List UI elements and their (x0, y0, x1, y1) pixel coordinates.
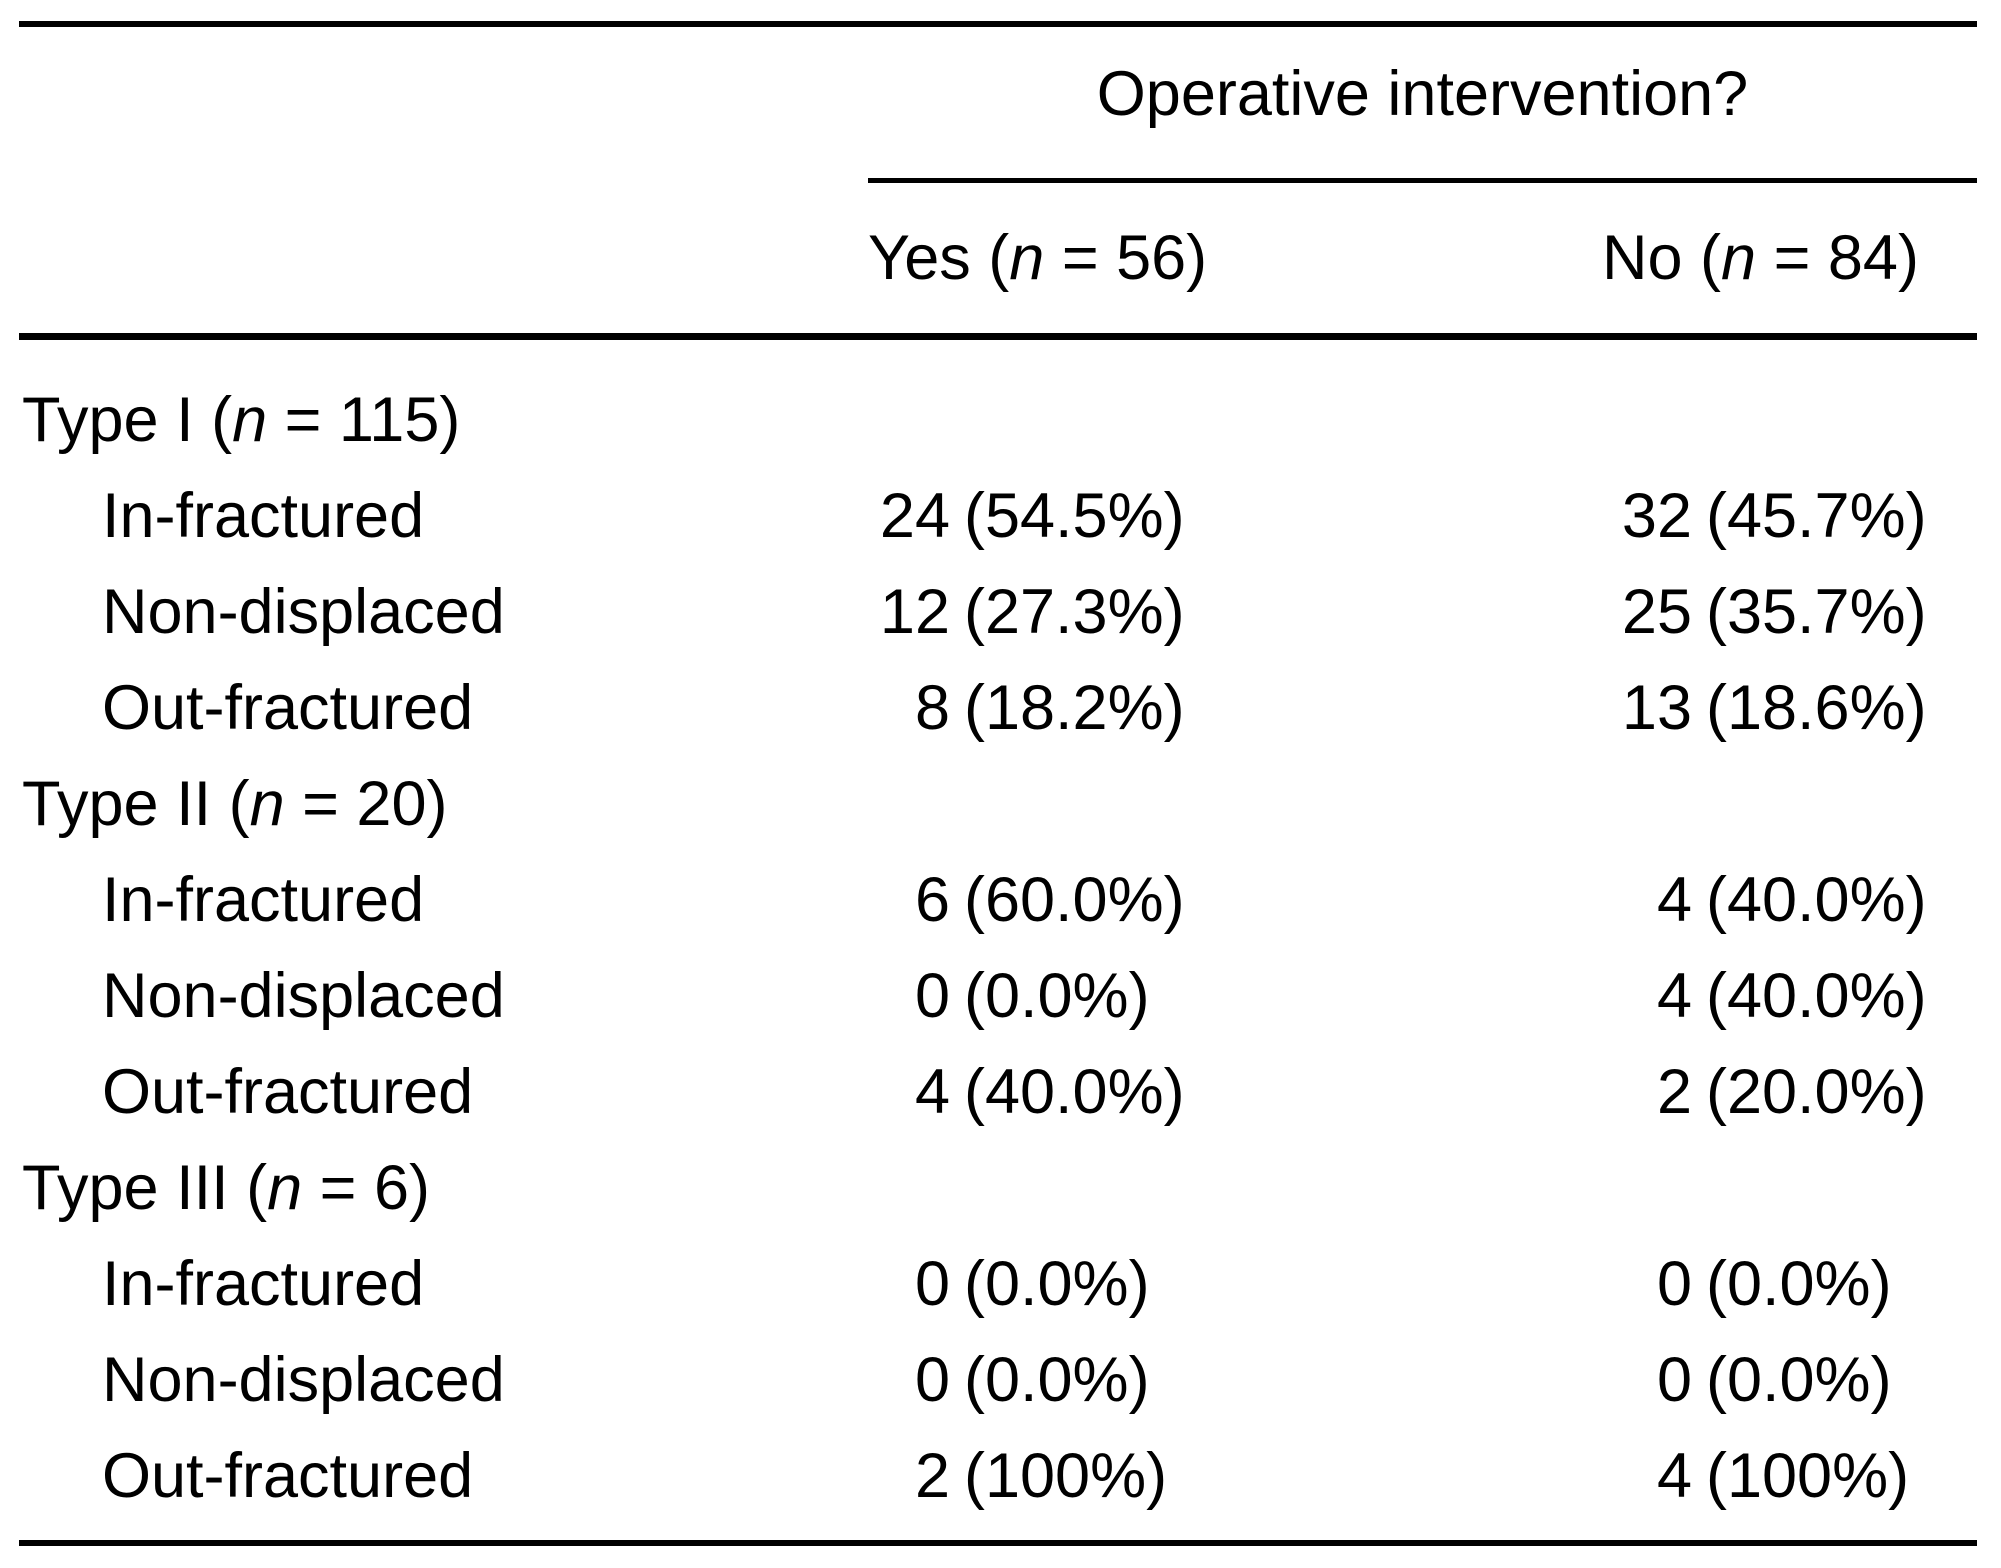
count-value: 4 (1656, 960, 1692, 1031)
spanner-rule (868, 178, 1977, 183)
row-label: In-fractured (102, 1248, 425, 1319)
column-header-no (1288, 222, 1977, 293)
table-row (19, 564, 1977, 660)
percent-value: (0.0%) (964, 960, 1150, 1031)
row-label: In-fractured (102, 864, 425, 935)
no-cell (1288, 1056, 1977, 1127)
percent-value: (45.7%) (1706, 480, 1927, 551)
yes-cell (868, 1056, 1288, 1127)
row-label: Non-displaced (102, 1344, 505, 1415)
row-label: Out-fractured (102, 672, 474, 743)
group-label-post: = 115) (267, 384, 461, 455)
table-row (19, 852, 1977, 948)
percent-value: (20.0%) (1706, 1056, 1927, 1127)
percent-value: (0.0%) (964, 1248, 1150, 1319)
yes-cell (868, 672, 1288, 743)
count-value: 4 (914, 1056, 950, 1127)
row-label: Non-displaced (102, 960, 505, 1031)
yes-cell (868, 864, 1288, 935)
count-value: 8 (914, 672, 950, 743)
table-row (19, 468, 1977, 564)
percent-value: (100%) (964, 1440, 1168, 1511)
italic-n: n (232, 384, 268, 455)
group-header-row (19, 756, 1977, 852)
group-label (19, 1152, 868, 1223)
group-label (19, 384, 868, 455)
percent-value: (40.0%) (964, 1056, 1185, 1127)
group-label-pre: Type II ( (22, 768, 250, 839)
header-body-rule (19, 333, 1977, 340)
count-value: 0 (1656, 1248, 1692, 1319)
percent-value: (0.0%) (1706, 1344, 1892, 1415)
yes-cell (868, 480, 1288, 551)
column-header-no-pre: No ( (1602, 222, 1722, 293)
column-group-header-label: Operative intervention? (1096, 58, 1749, 129)
table-row (19, 1332, 1977, 1428)
table-row (19, 1044, 1977, 1140)
no-cell (1288, 480, 1977, 551)
yes-cell (868, 960, 1288, 1031)
no-cell (1288, 1248, 1977, 1319)
table-row (19, 1428, 1977, 1524)
group-label-post: = 20) (284, 768, 448, 839)
group-header-row (19, 372, 1977, 468)
percent-value: (60.0%) (964, 864, 1185, 935)
percent-value: (18.2%) (964, 672, 1185, 743)
column-header-yes (868, 222, 1288, 293)
spanner-header-row (19, 27, 1977, 178)
percent-value: (40.0%) (1706, 960, 1927, 1031)
percent-value: (27.3%) (964, 576, 1185, 647)
yes-cell (868, 1248, 1288, 1319)
table-row (19, 660, 1977, 756)
count-value: 32 (1621, 480, 1692, 551)
column-header-no-post: = 84) (1756, 222, 1919, 293)
percent-value: (35.7%) (1706, 576, 1927, 647)
percent-value: (0.0%) (1706, 1248, 1892, 1319)
row-label: Out-fractured (102, 1056, 474, 1127)
count-value: 4 (1656, 864, 1692, 935)
count-value: 13 (1621, 672, 1692, 743)
column-header-row (19, 183, 1977, 333)
yes-cell (868, 1344, 1288, 1415)
italic-n: n (267, 1152, 303, 1223)
italic-n: n (1009, 222, 1045, 293)
count-value: 24 (879, 480, 950, 551)
percent-value: (0.0%) (964, 1344, 1150, 1415)
group-label-pre: Type I ( (22, 384, 233, 455)
percent-value: (54.5%) (964, 480, 1185, 551)
table-row (19, 1236, 1977, 1332)
count-value: 12 (879, 576, 950, 647)
no-cell (1288, 864, 1977, 935)
column-group-header (868, 27, 1977, 178)
column-header-yes-post: = 56) (1044, 222, 1208, 293)
group-header-row (19, 1140, 1977, 1236)
count-value: 0 (1656, 1344, 1692, 1415)
percent-value: (100%) (1706, 1440, 1910, 1511)
table-body (0, 340, 2001, 1524)
group-label-post: = 6) (302, 1152, 430, 1223)
count-value: 4 (1656, 1440, 1692, 1511)
table-bottom-rule (19, 1540, 1977, 1546)
column-header-yes-pre: Yes ( (868, 222, 1010, 293)
row-label: Non-displaced (102, 576, 505, 647)
table-row (19, 948, 1977, 1044)
row-label: Out-fractured (102, 1440, 474, 1511)
yes-cell (868, 1440, 1288, 1511)
yes-cell (868, 576, 1288, 647)
group-label (19, 768, 868, 839)
count-value: 2 (1656, 1056, 1692, 1127)
count-value: 0 (914, 1248, 950, 1319)
count-value: 25 (1621, 576, 1692, 647)
row-label: In-fractured (102, 480, 425, 551)
no-cell (1288, 1344, 1977, 1415)
italic-n: n (249, 768, 285, 839)
count-value: 6 (914, 864, 950, 935)
group-label-pre: Type III ( (22, 1152, 268, 1223)
percent-value: (40.0%) (1706, 864, 1927, 935)
no-cell (1288, 576, 1977, 647)
count-value: 2 (914, 1440, 950, 1511)
italic-n: n (1721, 222, 1757, 293)
no-cell (1288, 672, 1977, 743)
count-value: 0 (914, 1344, 950, 1415)
no-cell (1288, 960, 1977, 1031)
count-value: 0 (914, 960, 950, 1031)
percent-value: (18.6%) (1706, 672, 1927, 743)
no-cell (1288, 1440, 1977, 1511)
